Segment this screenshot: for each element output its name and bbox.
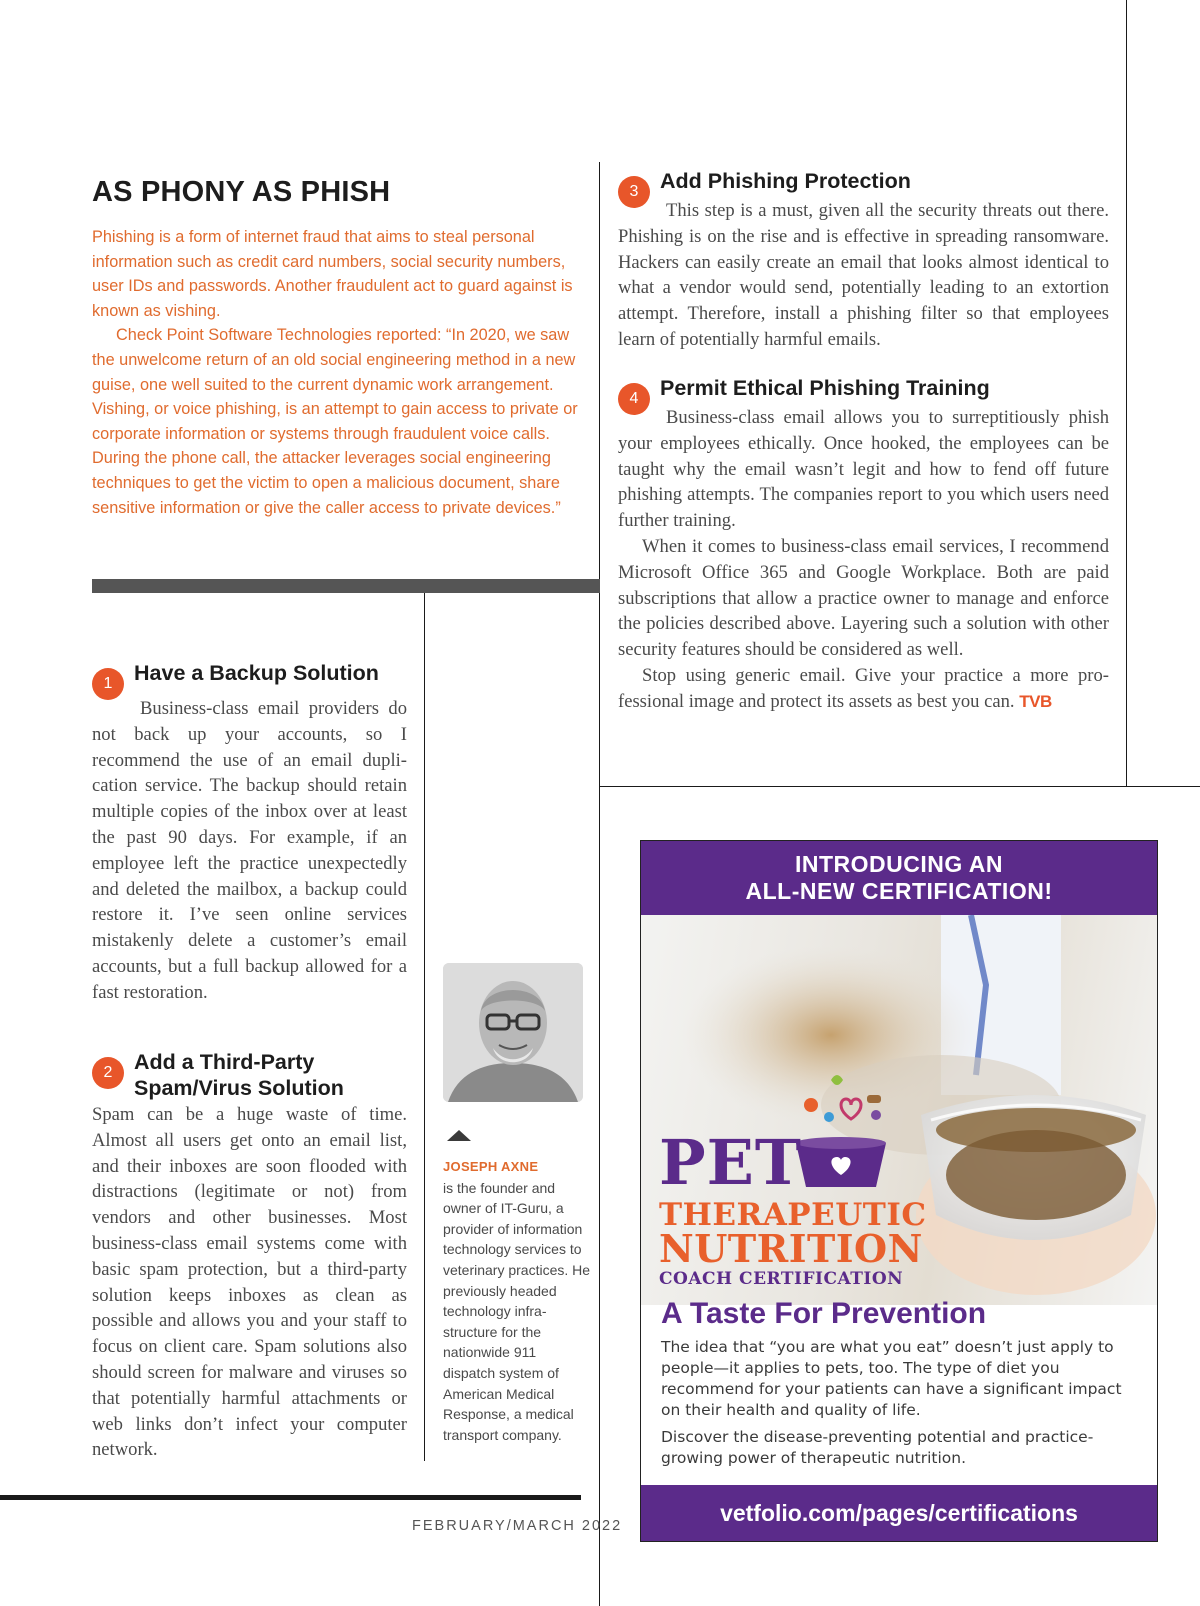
step-title: Permit Ethical Phishing Training [660, 376, 990, 400]
step-title: Add Phishing Protection [660, 169, 911, 193]
ad-paragraph: Discover the disease-preventing potential and practice-growing power of therapeutic nutrition. [661, 1428, 1094, 1467]
step-text: Business-class email providers do not back up your accounts, so I recommend the use of an email duplication service. The backup should retain multiple copies of the inbox over at least the past 90 days. For example, if an employee left the practice unexpectedly and deleted the mailbox, a backup could restore it. I’ve seen online services mistakenly delete a customer’s email accounts, but a full backup allowed for a fast restoration. [92, 698, 407, 1003]
author-bio [443, 1157, 591, 1445]
triangle-up-icon [447, 1130, 471, 1141]
column-divider-top [599, 162, 600, 579]
issue-date: FEBRUARY/MARCH 2022 [412, 1518, 623, 1534]
sidebar-paragraph: Check Point Software Technologies reported: “In 2020, we saw the unwelcome return of an old social engineering method in a new guise, one well suited to the current dynamic work arrangement. Vishing, or voice phishing, is an attempt to gain access to private or corporate information or systems through fraudulent voice calls. During the phone call, the attacker leverages social engineering techniques to get the victim to open a malicious document, share sensitive information or give the caller access to private devices.” [92, 326, 578, 517]
step-3 [618, 168, 1109, 353]
step-header [92, 1049, 407, 1101]
step-4 [618, 375, 1109, 715]
step-number-badge: 2 [92, 1057, 124, 1089]
sidebar-body [92, 225, 580, 520]
author-column-rule [424, 593, 425, 1461]
sidebar-bottom-bar [92, 579, 600, 593]
ad-banner-line: INTRODUCING AN [794, 851, 1004, 877]
nutrition-icons-cluster [781, 1065, 901, 1135]
pet-bowl-icon [791, 1135, 891, 1195]
step-text: This step is a must, given all the security threats out there. Phishing is on the rise and is effective in spreading ransomware. Hackers can easily create an email that looks almost identical to what a vendor would send, potentially leading to an extortion attempt. Therefore, install a phishing filter so that employees learn of potentially harmful emails. [618, 200, 1109, 350]
author-bio-text: is the founder and owner of IT-Guru, a provider of information technology services to veterinary practices. He previously headed technology infrastructure for the nationwide 911 dispatch system of American Medical Response, a medical transport company. [443, 1179, 591, 1443]
ad-banner-line: ALL-NEW CERTIFICATION! [745, 878, 1053, 904]
ad-paragraph: The idea that “you are what you eat” doesn’t just apply to people—it applies to pets, too. The type of diet you recommend for your patients can have a significant impact on their health and quality of life. [661, 1338, 1122, 1419]
step-header [92, 660, 407, 700]
step-number-badge: 1 [92, 668, 124, 700]
author-photo [443, 963, 583, 1102]
step-text: Spam can be a huge waste of time. Almost all users get onto an email list, and their inboxes are soon flooded with distractions (legitimate or not) from vendors and other businesses. Most business-class email systems come with basic spam protection, but a third-party solution keeps inboxes as clean as possible and allows you and your staff to focus on client care. Spam solutions also should screen for malware and viruses so that potentially harmful attachments or web links don’t infect your computer network. [92, 1104, 407, 1461]
author-name: JOSEPH AXNE [443, 1159, 539, 1174]
step-number-badge: 4 [618, 383, 650, 415]
ad-photo [641, 915, 1157, 1305]
ad-logo-nutrition: NUTRITION [659, 1226, 923, 1271]
ad-logo-coach: COACH CERTIFICATION [659, 1269, 904, 1289]
step-title: Have a Backup Solution [134, 661, 379, 685]
step-number-badge: 3 [618, 176, 650, 208]
ad-logo-pet: PET [659, 1126, 803, 1199]
ad-top-rule [600, 786, 1200, 787]
ad-headline: A Taste For Prevention [661, 1297, 987, 1330]
article-body-end [618, 405, 1109, 715]
right-margin-rule [1126, 0, 1127, 786]
step-text: Business-class email allows you to surreptitiously phish your employees ethically. Once hooked, the employees can be taught why the email wasn’t legit and how to fend off future phishing attempts. The companies report to you which users need further training. [618, 407, 1109, 532]
closing-paragraph: When it comes to business-class email services, I recommend Microsoft Office 365 and Google Workplace. Both are paid subscriptions that allow a practice owner to manage and enforce the policies described above. Layering such a solution with other security features should be considered as well. [618, 535, 1109, 661]
sidebar-paragraph: Phishing is a form of internet fraud that aims to steal personal information such as credit card numbers, social security numbers, user IDs and passwords. Another fraudulent act to guard against is known as vishing. [92, 228, 573, 320]
closing-text: Stop using generic email. Give your practice a more professional image and protect its assets as best you can. [618, 664, 1109, 712]
ad-url-link[interactable]: vetfolio.com/pages/certifications [641, 1485, 1157, 1541]
sidebar-title: AS PHONY AS PHISH [92, 176, 391, 208]
advertisement[interactable] [640, 840, 1158, 1542]
tvb-end-mark: TVB [1019, 691, 1052, 711]
ad-logo-therapeutic: THERAPEUTIC [659, 1197, 927, 1233]
footer-rule [0, 1495, 581, 1500]
ad-banner [641, 841, 1157, 915]
step-2 [92, 1049, 407, 1463]
step-title: Add a Third-Party Spam/Virus Solution [134, 1050, 344, 1100]
step-1 [92, 660, 407, 1006]
column-divider-bottom [599, 579, 600, 1606]
closing-paragraph [618, 663, 1109, 715]
